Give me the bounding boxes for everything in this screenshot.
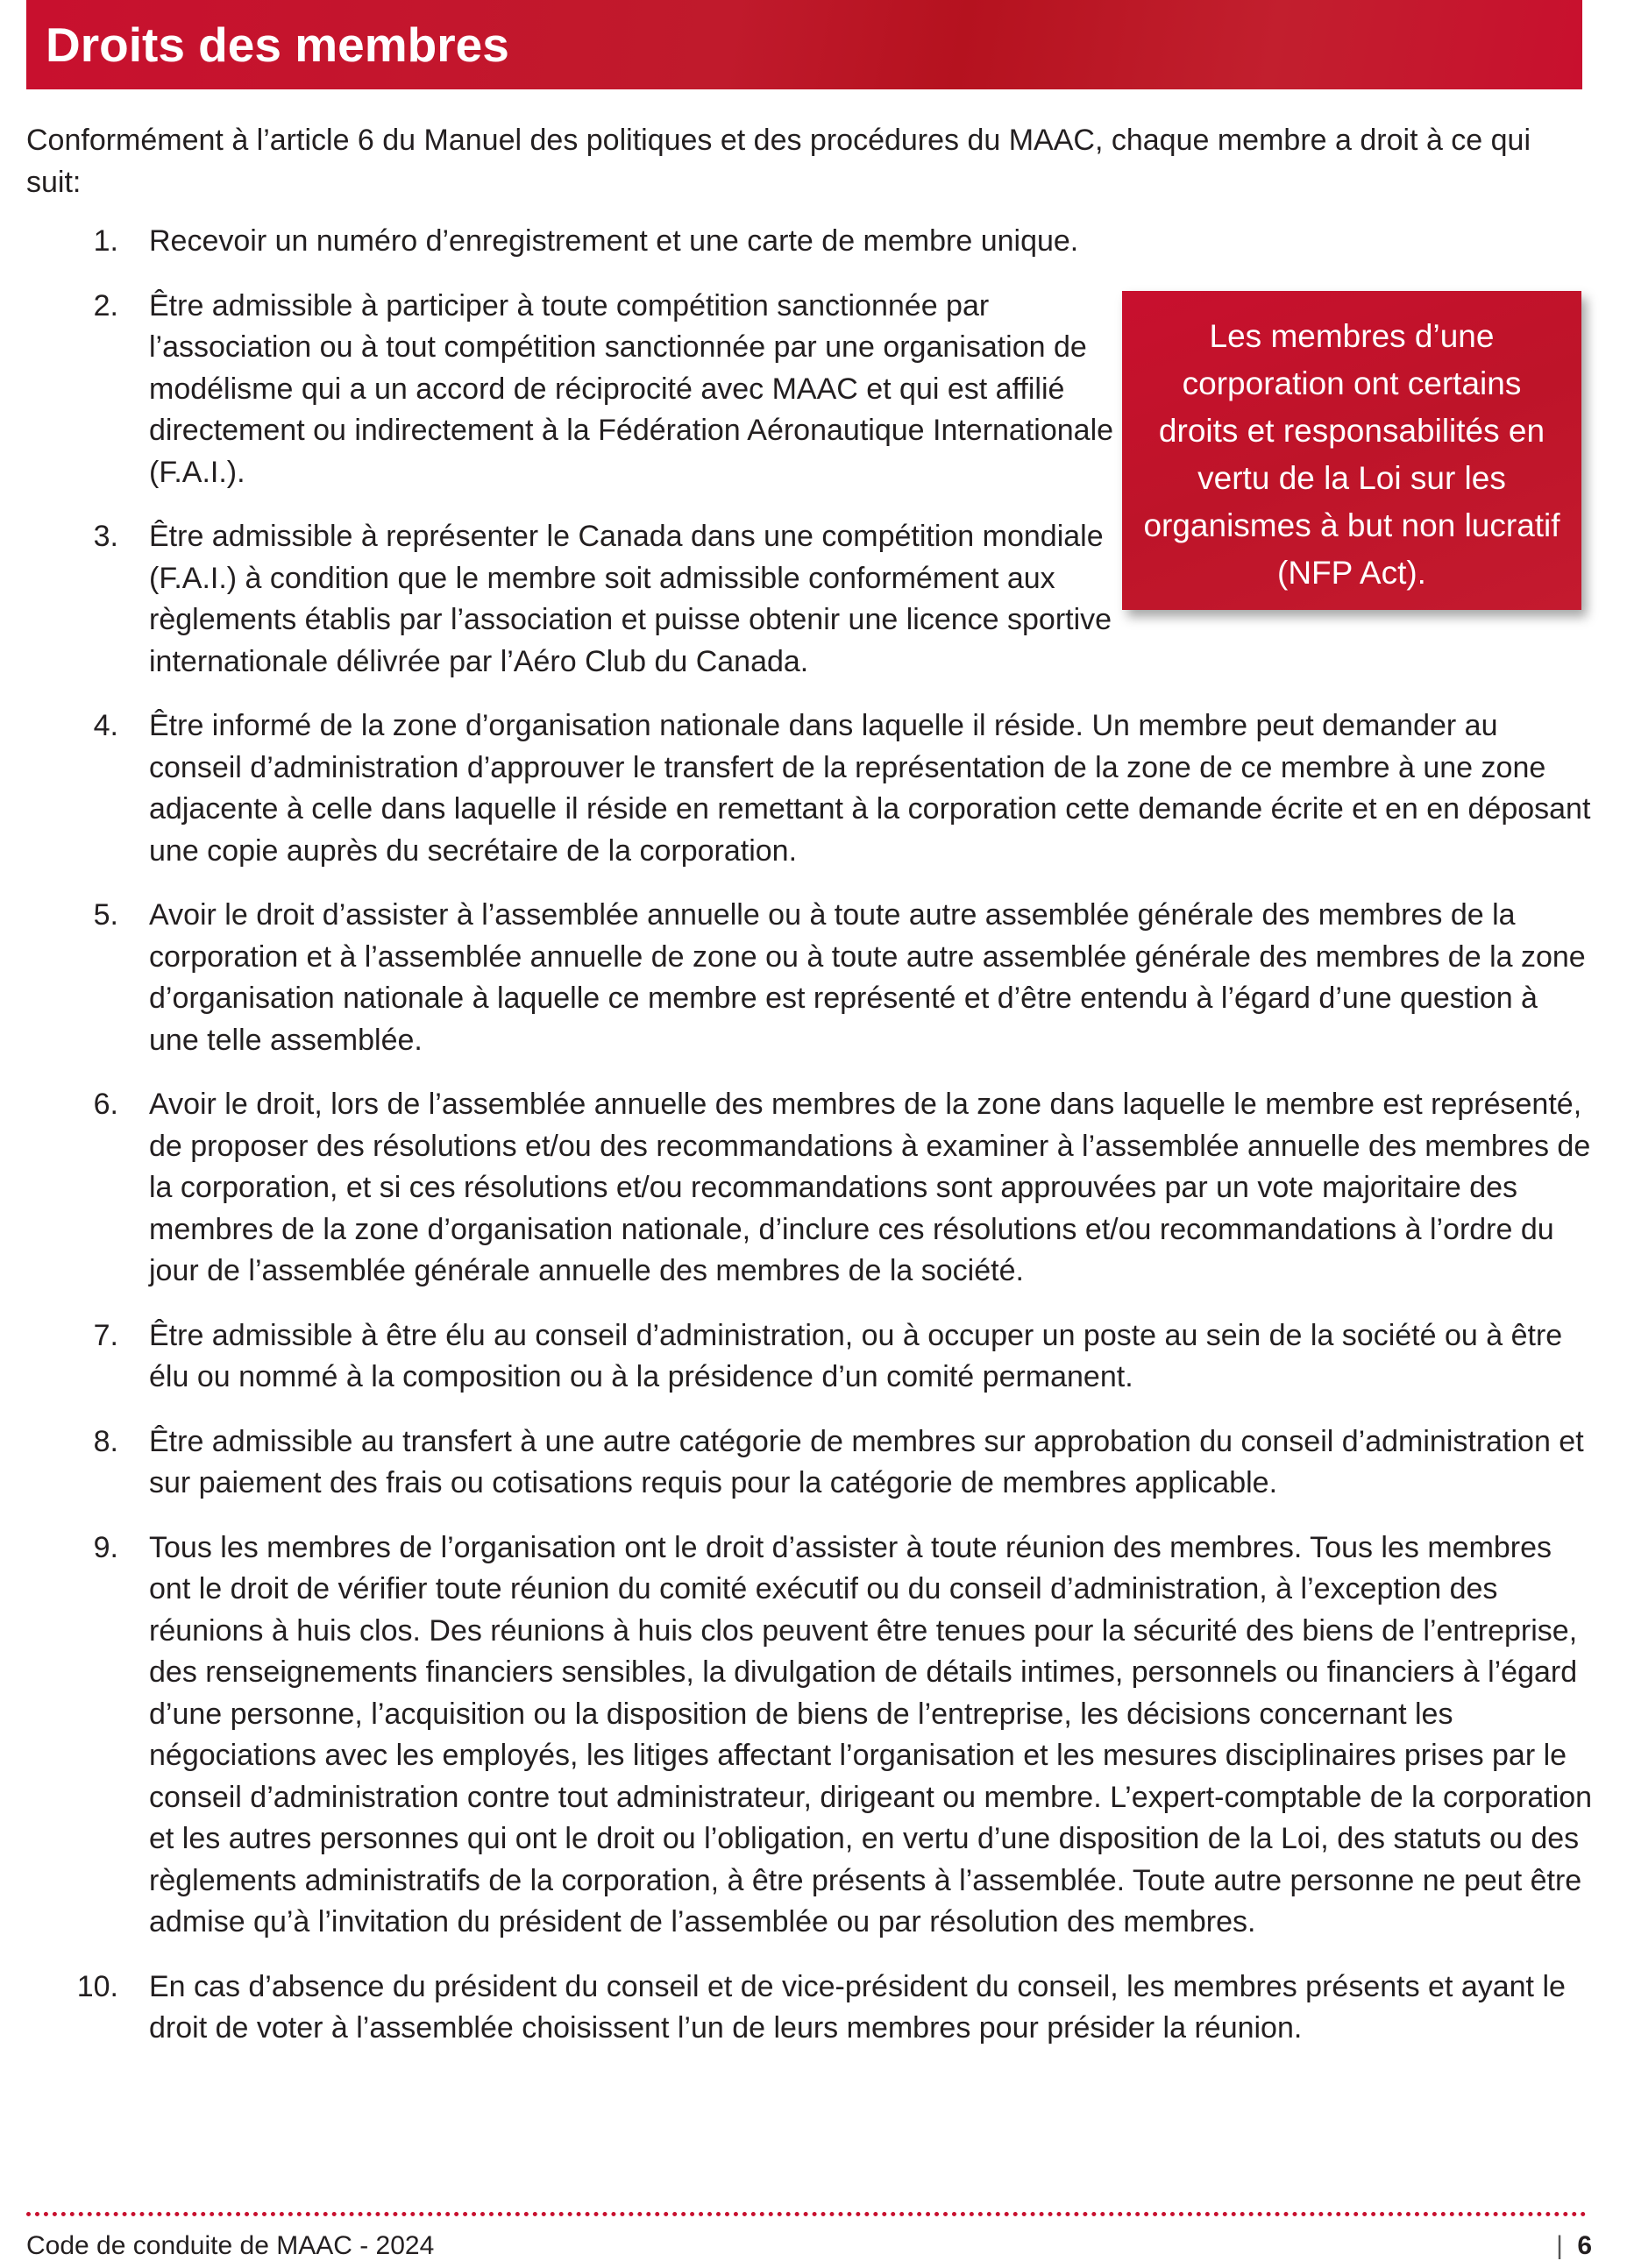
list-item-number: 3. [93,520,118,553]
list-item [26,1967,1595,2050]
list-item-number: 4. [93,709,118,742]
list-item-text: Être informé de la zone d’organisation nationale dans laquelle il réside. Un membre peut demander au conseil d’administration d’approuver le transfert de la représentation de la zone de ce membre à une zone adjacente à celle dans laquelle il réside en remettant à la corporation cette demande écrite et en en déposant une copie auprès du secrétaire de la corporation. [149,709,1591,868]
list-item-text: Être admissible au transfert à une autre catégorie de membres sur approbation du conseil d’administration et sur paiement des frais ou cotisations requis pour la catégorie de membres applicable. [149,1424,1584,1499]
footer-separator: | [1556,2231,1563,2260]
list-item [26,705,1595,872]
footer-document-title: Code de conduite de MAAC - 2024 [26,2231,435,2260]
list-item [26,1527,1595,1944]
list-item-number: 10. [76,1969,118,2003]
list-item-number: 6. [93,1088,118,1121]
intro-paragraph: Conformément à l’article 6 du Manuel des politiques et des procédures du MAAC, chaque membre a droit à ce qui suit: [26,124,1531,199]
list-item [26,895,1595,1061]
list-item-text: Être admissible à être élu au conseil d’administration, ou à occuper un poste au sein de la société ou à être élu ou nommé à la composition ou à la présidence d’un comité permanent. [149,1318,1563,1393]
list-item-number: 2. [93,288,118,322]
list-item-text: Recevoir un numéro d’enregistrement et une carte de membre unique. [149,224,1079,258]
list-item-number: 9. [93,1530,118,1564]
section-header-bar [26,0,1582,89]
list-item-text: Avoir le droit d’assister à l’assemblée annuelle ou à toute autre assemblée générale des membres de la corporation et à l’assemblée annuelle de zone ou à toute autre assemblée générale des membres de la zone d’organisation nationale à laquelle ce membre est représenté et d’être entendu à l’égard d’une question à une telle assemblée. [149,898,1586,1057]
list-item [26,221,1595,263]
list-item [26,1315,1595,1399]
list-item-text: Avoir le droit, lors de l’assemblée annuelle des membres de la zone dans laquelle le membre est représenté, de proposer des résolutions et/ou des recommandations à examiner à l’assemblée annuelle des membres de la corporation, et si ces résolutions et/ou recommandations sont approuvées par un vote majoritaire des membres de la zone d’organisation nationale, d’inclure ces résolutions et/ou recommandations à l’ordre du jour de l’assemblée générale annuelle des membres de la société. [149,1088,1591,1287]
footer-page-indicator [1556,2229,1592,2263]
list-item-text: Tous les membres de l’organisation ont le droit d’assister à toute réunion des membres. Tous les membres ont le droit de vérifier toute réunion du comité exécutif ou du conseil d’administration, à l’exception des réunions à huis clos. Des réunions à huis clos peuvent être tenues pour la sécurité des biens de l’entreprise, des renseignements financiers sensibles, la divulgation de détails intimes, personnels ou financiers à l’égard d’une personne, l’acquisition ou la disposition de biens de l’entreprise, les décisions concernant les négociations avec les employés, les litiges affectant l’organisation et les mesures disciplinaires prises par le conseil d’administration contre tout administrateur, dirigeant ou membre. L’expert-comptable de la corporation et les autres personnes qui ont le droit ou l’obligation, en vertu d’une disposition de la Loi, des statuts ou des règlements administratifs de la corporation, à être présents à l’assemblée. Toute autre personne ne peut être admise qu’à l’invitation du président de l’assemblée ou par résolution des membres. [149,1530,1593,1938]
list-item [26,1421,1595,1505]
list-item-number: 7. [93,1318,118,1352]
list-item-number: 5. [93,898,118,932]
list-item [26,1084,1595,1293]
list-item-text: Être admissible à représenter le Canada dans une compétition mondiale (F.A.I.) à condition que le membre soit admissible conformément aux règlements établis par l’association et puisse obtenir une licence sportive internationale délivrée par l’Aéro Club du Canada. [149,520,1112,678]
footer-divider [26,2212,1587,2216]
list-item-number: 1. [93,224,118,258]
page-title: Droits des membres [46,18,509,72]
list-item [26,286,1595,494]
rights-list [26,221,1595,2073]
page-number: 6 [1577,2231,1592,2260]
list-item-number: 8. [93,1424,118,1458]
list-item-text: Être admissible à participer à toute compétition sanctionnée par l’association ou à tout compétition sanctionnée par une organisation de modélisme qui a un accord de réciprocité avec MAAC et qui est affilié directement ou indirectement à la Fédération Aéronautique Internationale (F.A.I.). [149,288,1114,489]
list-item [26,516,1595,683]
callout-box: Les membres d’une corporation ont certains droits et responsabilités en vertu de la Loi sur les organismes à but non lucratif (NFP Act). [1122,291,1581,610]
list-item-text: En cas d’absence du président du conseil et de vice-président du conseil, les membres présents et ayant le droit de voter à l’assemblée choisissent l’un de leurs membres pour présider la réunion. [149,1969,1566,2045]
